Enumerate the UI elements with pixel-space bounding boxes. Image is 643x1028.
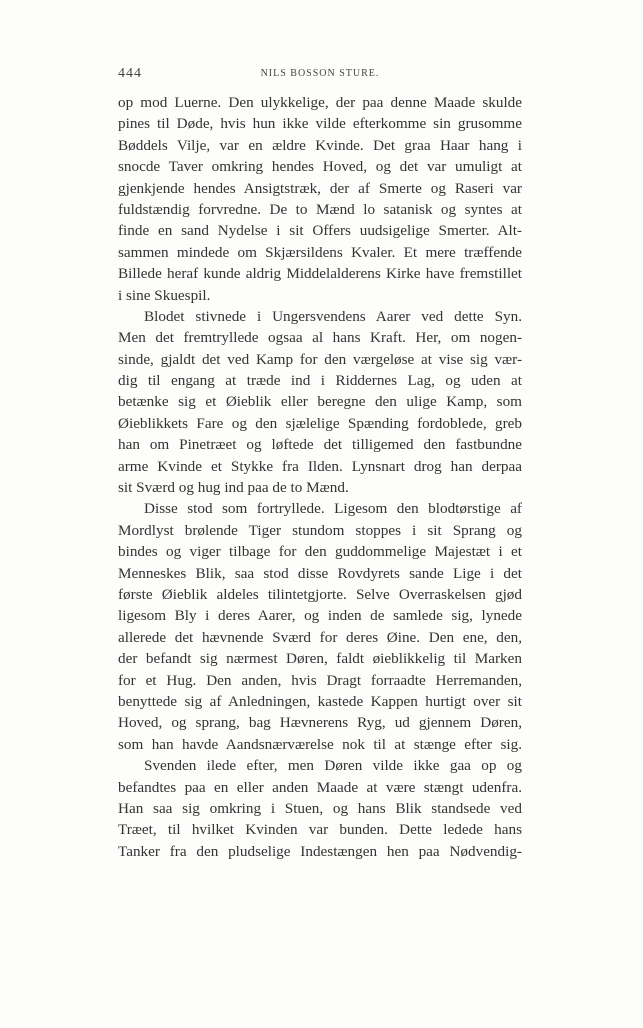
text-line: der befandt sig nærmest Døren, faldt øieblikkelig til Marken bbox=[118, 650, 522, 668]
text-line: befandtes paa en eller anden Maade at være stængt udenfra. bbox=[118, 778, 522, 796]
text-line: allerede det hævnende Sværd for deres Øine. Den ene, den, bbox=[118, 628, 522, 646]
text-line: Disse stod som fortryllede. Ligesom den blodtørstige af bbox=[144, 500, 522, 518]
text-line: sit Sværd og hug ind paa de to Mænd. bbox=[118, 479, 349, 497]
text-line: sammen mindede om Skjærsildens Kvaler. Et mere træffende bbox=[118, 243, 522, 261]
text-line: sinde, gjaldt det ved Kamp for den værgeløse at vise sig vær- bbox=[118, 350, 522, 368]
text-line: benyttede sig af Anledningen, kastede Kappen hurtigt over sit bbox=[118, 692, 522, 710]
text-line: Han saa sig omkring i Stuen, og hans Blik standsede ved bbox=[118, 799, 522, 817]
text-line: op mod Luerne. Den ulykkelige, der paa denne Maade skulde bbox=[118, 94, 522, 111]
text-line: Mordlyst brølende Tiger stundom stoppes i sit Sprang og bbox=[118, 521, 522, 539]
text-line: Bøddels Vilje, var en ældre Kvinde. Det graa Haar hang i bbox=[118, 136, 522, 154]
text-line: Øieblikkets Fare og den sjælelige Spænding fordoblede, greb bbox=[118, 414, 522, 432]
body-text bbox=[118, 92, 522, 862]
text-line: finde en sand Nydelse i sit Offers uudsigelige Smerter. Alt- bbox=[118, 222, 522, 240]
text-line: gjenkjende hendes Ansigtstræk, der af Smerte og Raseri var bbox=[118, 179, 522, 197]
text-line: Svenden ilede efter, men Døren vilde ikke gaa op og bbox=[144, 757, 522, 775]
text-line: ligesom Bly i deres Aarer, og inden de samlede sig, lynede bbox=[118, 607, 522, 625]
text-line: pines til Døde, hvis hun ikke vilde efterkomme sin grusomme bbox=[118, 115, 522, 133]
running-title: NILS BOSSON STURE. bbox=[260, 68, 380, 79]
text-line: bindes og viger tilbage for den guddommelige Majestæt i et bbox=[118, 543, 522, 561]
text-line: fuldstændig forvredne. De to Mænd lo satanisk og syntes at bbox=[118, 200, 522, 218]
text-line: Træet, til hvilket Kvinden var bunden. Dette ledede hans bbox=[118, 821, 522, 839]
text-line: snocde Taver omkring hendes Hoved, og det var umuligt at bbox=[118, 158, 522, 176]
page-number: 444 bbox=[118, 66, 142, 81]
text-line: i sine Skuespil. bbox=[118, 286, 211, 304]
text-line: Hoved, og sprang, bag Hævnerens Ryg, ud gjennem Døren, bbox=[118, 714, 522, 732]
text-line: betænke sig et Øieblik eller beregne den ulige Kamp, som bbox=[118, 393, 522, 411]
text-line: arme Kvinde et Stykke fra Ilden. Lynsnart drog han derpaa bbox=[118, 457, 522, 475]
text-line: Blodet stivnede i Ungersvendens Aarer ved dette Syn. bbox=[144, 307, 522, 325]
text-line: dig til engang at træde ind i Riddernes Lag, og uden at bbox=[118, 372, 522, 390]
text-line: for et Hug. Den anden, hvis Dragt forraadte Herremanden, bbox=[118, 671, 522, 689]
running-head bbox=[118, 66, 522, 84]
text-line: Tanker fra den pludselige Indestængen hen paa Nødvendig- bbox=[118, 842, 522, 860]
text-line: som han havde Aandsnærværelse nok til at stænge efter sig. bbox=[118, 735, 522, 753]
text-line: han om Pinetræet og løftede det tilligemed den fastbundne bbox=[118, 436, 522, 454]
text-line: Billede heraf kunde aldrig Middelalderens Kirke have fremstillet bbox=[118, 265, 522, 283]
text-line: Menneskes Blik, saa stod disse Rovdyrets sande Lige i det bbox=[118, 564, 522, 582]
text-line: første Øieblik aldeles tilintetgjorte. Selve Overraskelsen gjød bbox=[118, 585, 522, 603]
text-line: Men det fremtryllede ogsaa al hans Kraft. Her, om nogen- bbox=[118, 329, 522, 347]
